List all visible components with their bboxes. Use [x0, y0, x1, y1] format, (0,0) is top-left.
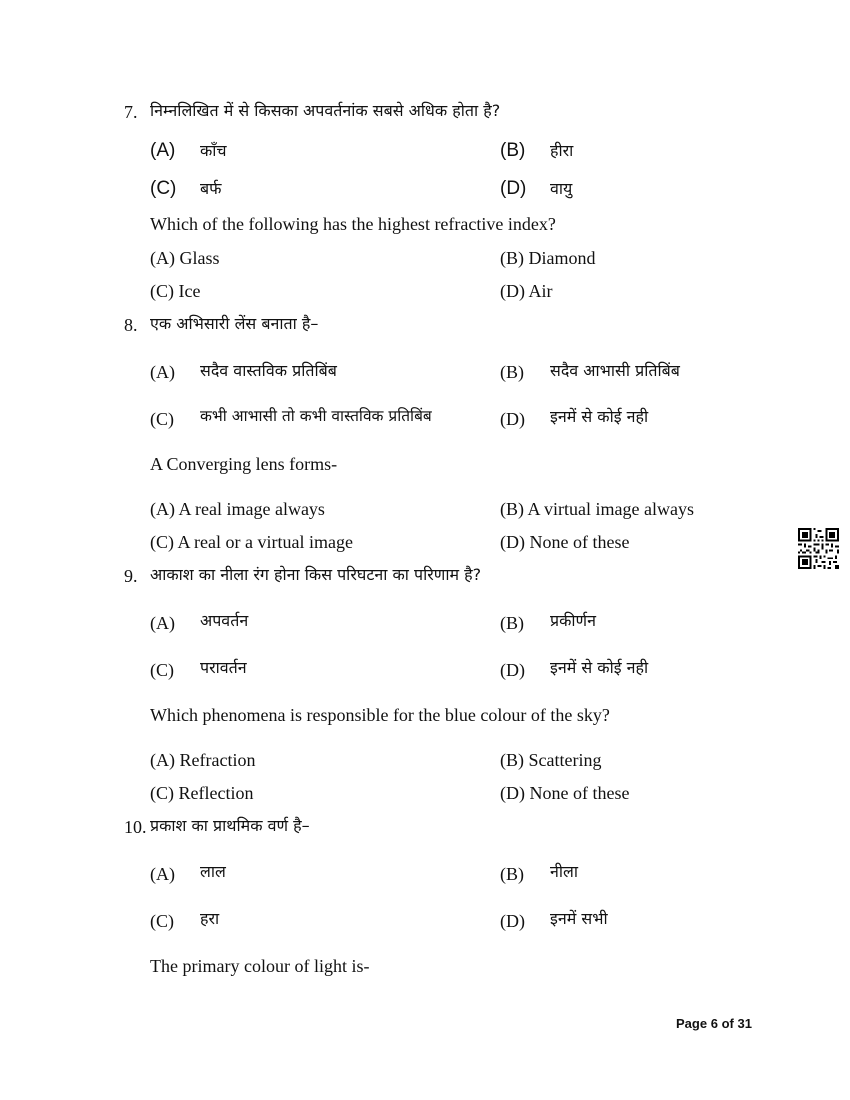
option-hindi: सदैव आभासी प्रतिबिंब [550, 361, 680, 380]
option-label: (B) [500, 140, 526, 161]
option-hindi: हीरा [550, 141, 574, 160]
page-footer [676, 1016, 752, 1031]
question-number: 9. [124, 566, 138, 586]
option-label: (C) [150, 911, 174, 931]
total-pages: 31 [737, 1016, 752, 1031]
option-label: (B) [500, 613, 524, 633]
question-english-text: Which of the following has the highest refractive index? [150, 214, 556, 234]
option-hindi: इनमें से कोई नही [550, 658, 649, 677]
option-label: (A) [150, 140, 176, 161]
question-hindi-text: निम्नलिखित में से किसका अपवर्तनांक सबसे अधिक होता है? [150, 101, 501, 120]
option-english: (C) Reflection [150, 783, 254, 803]
question-number: 10. [124, 817, 147, 837]
option-label: (D) [500, 178, 527, 199]
option-english: (A) A real image always [150, 499, 325, 519]
option-english: (D) Air [500, 281, 553, 301]
option-hindi: हरा [200, 909, 220, 928]
option-hindi: अपवर्तन [200, 611, 249, 630]
option-english: (B) Scattering [500, 750, 602, 770]
option-hindi: काँच [200, 141, 227, 160]
option-label: (A) [150, 864, 175, 884]
option-english: (D) None of these [500, 783, 630, 803]
option-hindi: इनमें सभी [550, 909, 608, 928]
option-english: (C) Ice [150, 281, 201, 301]
question-number: 7. [124, 102, 138, 122]
qr-code-icon [798, 528, 839, 569]
option-hindi: परावर्तन [200, 658, 247, 677]
option-label: (A) [150, 613, 175, 633]
option-hindi: वायु [550, 179, 573, 198]
option-label: (D) [500, 911, 525, 931]
page-number: 6 [710, 1016, 718, 1031]
option-hindi: प्रकीर्णन [550, 611, 596, 630]
option-label: (C) [150, 660, 174, 680]
option-label: (C) [150, 178, 177, 199]
option-label: (B) [500, 864, 524, 884]
option-english: (A) Glass [150, 248, 220, 268]
question-number: 8. [124, 315, 138, 335]
option-english: (B) Diamond [500, 248, 596, 268]
option-label: (A) [150, 362, 175, 382]
option-label: (D) [500, 409, 525, 429]
question-hindi-text: आकाश का नीला रंग होना किस परिघटना का परिणाम है? [150, 565, 482, 584]
option-hindi: बर्फ [200, 179, 222, 198]
page-word: Page [676, 1016, 708, 1031]
option-hindi: इनमें से कोई नही [550, 407, 649, 426]
question-english-text: The primary colour of light is- [150, 956, 370, 976]
of-word: of [721, 1016, 734, 1031]
option-label: (C) [150, 409, 174, 429]
question-hindi-text: प्रकाश का प्राथमिक वर्ण है– [150, 816, 310, 835]
option-hindi: लाल [200, 862, 226, 881]
option-hindi: कभी आभासी तो कभी वास्तविक प्रतिबिंब [200, 407, 432, 425]
option-label: (D) [500, 660, 525, 680]
option-english: (C) A real or a virtual image [150, 532, 353, 552]
option-english: (D) None of these [500, 532, 630, 552]
option-hindi: नीला [550, 862, 579, 881]
option-english: (B) A virtual image always [500, 499, 694, 519]
option-label: (B) [500, 362, 524, 382]
option-hindi: सदैव वास्तविक प्रतिबिंब [200, 361, 337, 380]
question-hindi-text: एक अभिसारी लेंस बनाता है– [150, 314, 319, 333]
option-english: (A) Refraction [150, 750, 256, 770]
question-english-text: A Converging lens forms- [150, 454, 338, 474]
question-english-text: Which phenomena is responsible for the blue colour of the sky? [150, 705, 610, 725]
